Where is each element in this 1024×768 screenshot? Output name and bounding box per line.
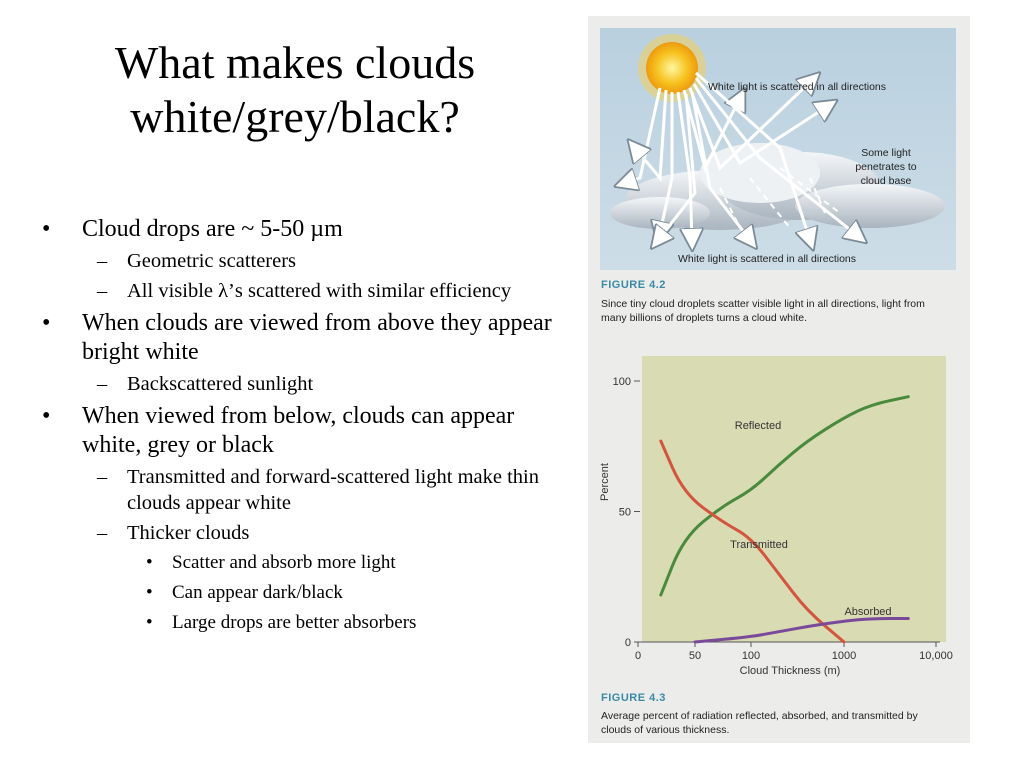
cloud-scattering-illustration xyxy=(600,28,956,270)
side-annotation-line-1: Some light xyxy=(861,147,911,159)
y-tick-label: 50 xyxy=(618,506,631,519)
bullet-marker: • xyxy=(42,403,51,429)
bullet-text: When viewed from below, clouds can appear white, grey or black xyxy=(82,403,515,458)
figure-4-2-label: FIGURE 4.2 xyxy=(601,279,666,291)
x-tick-label: 0 xyxy=(634,650,642,662)
bullet-marker: • xyxy=(146,582,153,603)
sub-bullet-item xyxy=(42,248,562,274)
figure-4-2-caption: Since tiny cloud droplets scatter visible light in all directions, light from many billions of droplets turns a cloud white. xyxy=(601,298,925,324)
figure-4-3-label: FIGURE 4.3 xyxy=(601,692,666,704)
bullet-item xyxy=(42,402,562,460)
chart-axes xyxy=(634,381,940,647)
bullet-marker: – xyxy=(97,522,108,544)
bullet-text: Scatter and absorb more light xyxy=(172,552,396,573)
x-tick-label: 1000 xyxy=(831,650,857,662)
bullet-marker: • xyxy=(42,216,51,242)
sub-bullet-item xyxy=(42,278,562,304)
series-line-absorbed xyxy=(695,619,908,643)
bullet-marker: – xyxy=(97,466,108,488)
y-tick-label: 100 xyxy=(612,376,631,388)
series-line-reflected xyxy=(661,397,909,595)
sub-sub-bullet-item xyxy=(42,580,562,606)
bullet-text: Can appear dark/black xyxy=(172,582,343,603)
series-label-transmitted: Transmitted xyxy=(730,539,788,551)
x-tick-label: 100 xyxy=(741,650,761,662)
sub-bullet-item xyxy=(42,371,562,397)
figure-4-3-caption: Average percent of radiation reflected, absorbed, and transmitted by clouds of various thickness. xyxy=(601,710,918,736)
y-tick-label: 0 xyxy=(624,637,631,649)
sub-bullet-item xyxy=(42,464,562,516)
bullet-text: All visible λ’s scattered with similar efficiency xyxy=(127,280,512,302)
bullet-marker: • xyxy=(42,310,51,336)
title-line-1: What makes clouds xyxy=(114,37,476,88)
thickness-chart xyxy=(588,350,970,690)
top-annotation: White light is scattered in all directions xyxy=(708,81,886,93)
bullet-text: Transmitted and forward-scattered light make thin clouds appear white xyxy=(127,466,539,514)
title-line-2: white/grey/black? xyxy=(130,91,460,142)
bullet-marker: • xyxy=(146,612,153,633)
sun-icon xyxy=(638,34,706,102)
bullet-marker: • xyxy=(146,552,153,573)
sub-sub-bullet-item xyxy=(42,550,562,576)
sub-sub-bullet-item xyxy=(42,610,562,636)
bottom-annotation: White light is scattered in all directions xyxy=(678,253,856,265)
bullet-item xyxy=(42,309,562,367)
x-tick-label: 10,000 xyxy=(919,650,953,662)
bullet-text: Backscattered sunlight xyxy=(127,373,314,395)
side-annotation-line-3: cloud base xyxy=(860,175,912,187)
bullet-text: When clouds are viewed from above they appear bright white xyxy=(82,310,552,365)
bullet-marker: – xyxy=(97,250,108,272)
x-tick-label: 50 xyxy=(688,650,702,662)
series-label-absorbed: Absorbed xyxy=(844,606,892,618)
sub-bullet-item xyxy=(42,520,562,546)
bullet-text: Thicker clouds xyxy=(127,522,250,544)
series-label-reflected: Reflected xyxy=(734,420,782,432)
bullet-marker: – xyxy=(97,373,108,395)
bullet-marker: – xyxy=(97,280,108,302)
slide-title xyxy=(30,36,560,144)
side-annotation-line-2: penetrates to xyxy=(855,161,917,173)
x-axis-label: Cloud Thickness (m) xyxy=(739,665,841,677)
bullet-item xyxy=(42,215,562,244)
bullet-text: Geometric scatterers xyxy=(127,250,297,272)
bullet-text: Large drops are better absorbers xyxy=(172,612,417,633)
y-axis-label: Percent xyxy=(599,463,611,501)
bullet-list xyxy=(42,210,562,636)
bullet-text: Cloud drops are ~ 5-50 µm xyxy=(82,216,343,242)
